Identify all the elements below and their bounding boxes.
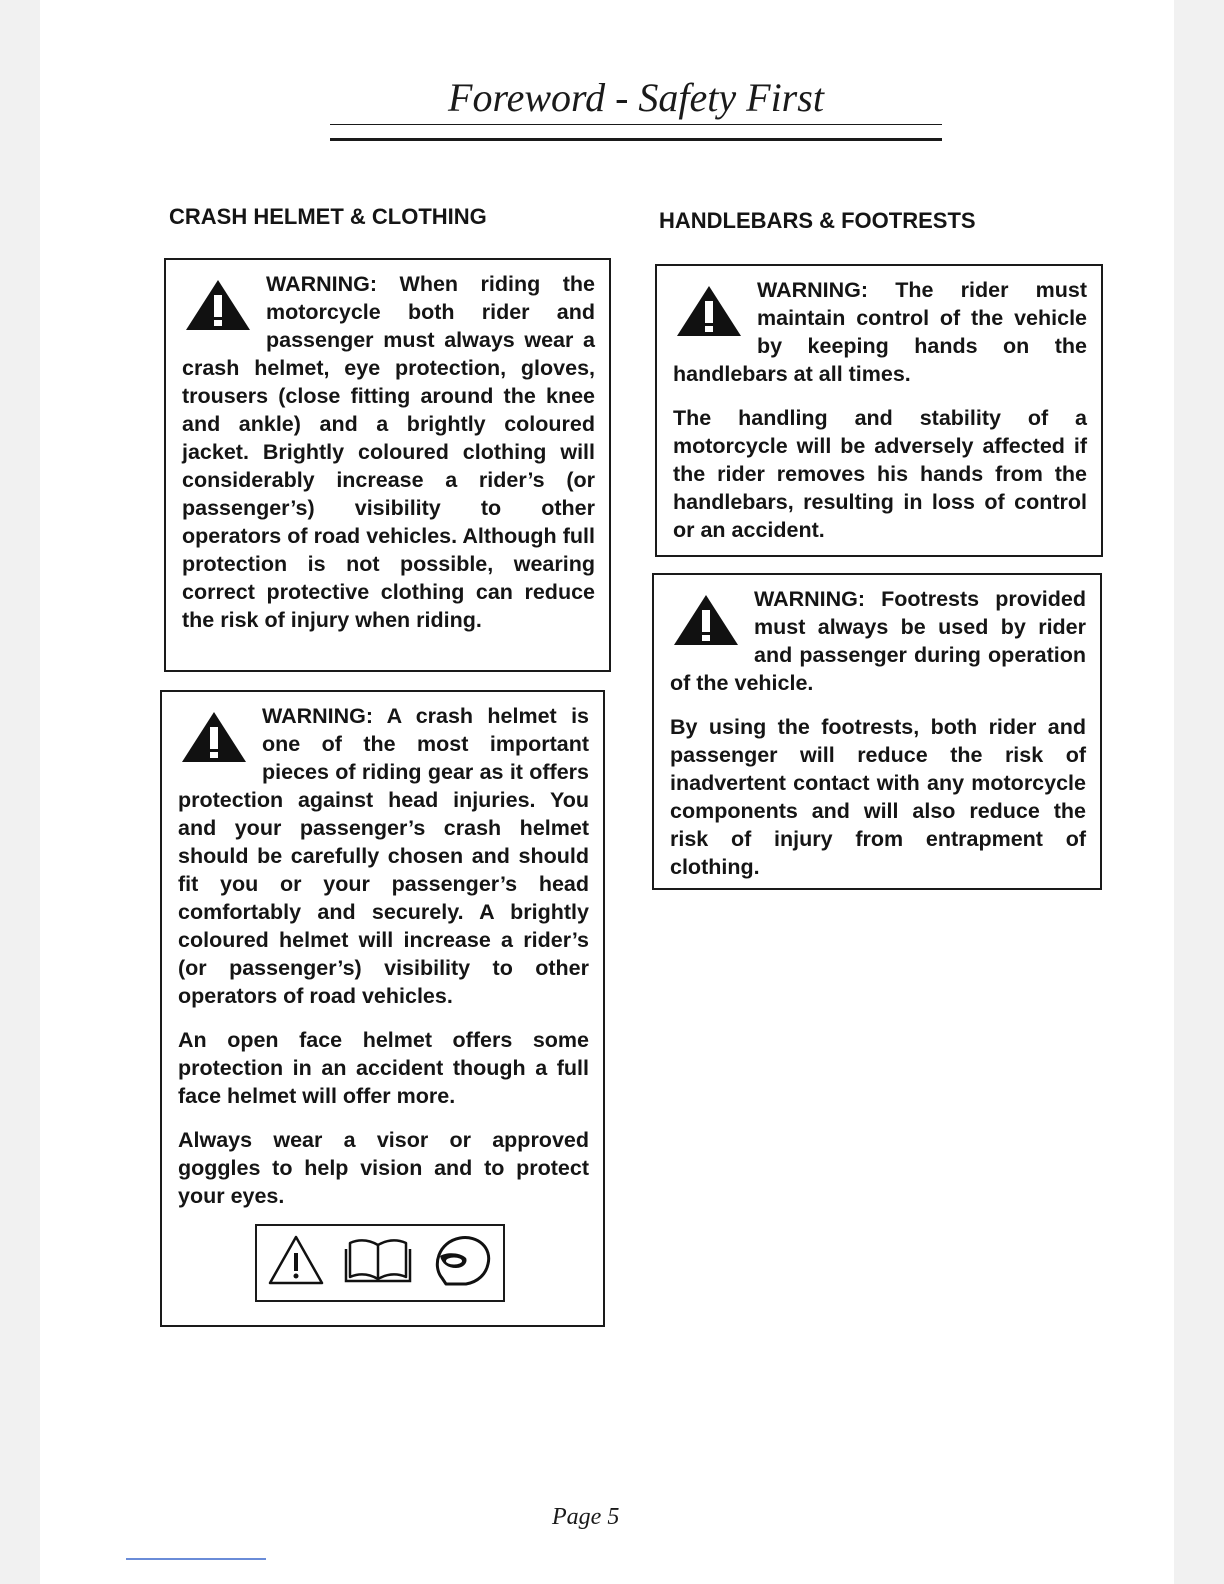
warning-triangle-outline-icon <box>266 1233 326 1294</box>
warning-box-handlebars <box>655 264 1103 557</box>
warning-text-helmet: WARNING: A crash helmet is one of the most important pieces of riding gear as it offers protection against head injuries. You and your passenger’s crash helmet should be carefully chosen and should fit you or your passenger’s head comfortably and securely. A brightly coloured helmet will increase a rider’s (or passenger’s) visibility to other operators of road vehicles. <box>178 704 589 1008</box>
helmet-text-visor: Always wear a visor or approved goggles to help vision and to protect your eyes. <box>178 1128 589 1208</box>
footrests-text: By using the footrests, both rider and passenger will reduce the risk of inadvertent contact with any motorcycle components and will also reduce the risk of injury from entrapment of clothing. <box>670 715 1086 879</box>
warning-text-footrests: WARNING: Footrests provided must always be used by rider and passenger during operation of the vehicle. <box>670 587 1086 695</box>
warning-text-clothing: WARNING: When riding the motorcycle both rider and passenger must always wear a crash helmet, eye protection, gloves, trousers (close fitting around the knee and ankle) and a brightly coloured jacket. Brightly coloured clothing will considerably increase a rider’s (or passenger’s) visibility to other operators of road vehicles. Although full protection is not possible, wearing correct protective clothing can reduce the risk of injury when riding. <box>182 272 595 632</box>
warning-triangle-icon <box>184 278 252 332</box>
helmet-icon <box>430 1232 494 1295</box>
warning-text-handlebars: WARNING: The rider must maintain control of the vehicle by keeping hands on the handlebars at all times. <box>673 278 1087 386</box>
handling-text: The handling and stability of a motorcycle will be adversely affected if the rider removes his hands from the handlebars, resulting in loss of control or an accident. <box>673 406 1087 542</box>
warning-triangle-icon <box>180 710 248 764</box>
section-heading-crash-helmet: CRASH HELMET & CLOTHING <box>169 204 487 229</box>
symbol-strip <box>255 1224 505 1302</box>
footer-line <box>126 1558 266 1560</box>
section-heading-handlebars: HANDLEBARS & FOOTRESTS <box>659 208 976 233</box>
manual-book-icon <box>344 1235 412 1292</box>
warning-box-footrests <box>652 573 1102 890</box>
warning-triangle-icon <box>672 593 740 647</box>
helmet-text-open-face: An open face helmet offers some protection in an accident though a full face helmet will offer more. <box>178 1028 589 1108</box>
warning-box-clothing <box>164 258 611 672</box>
page-number: Page 5 <box>552 1504 620 1530</box>
warning-box-helmet <box>160 690 605 1327</box>
title-rule-thin <box>330 124 942 125</box>
page-title: Foreword - Safety First <box>448 75 824 120</box>
title-rule-thick <box>330 138 942 141</box>
warning-triangle-icon <box>675 284 743 338</box>
